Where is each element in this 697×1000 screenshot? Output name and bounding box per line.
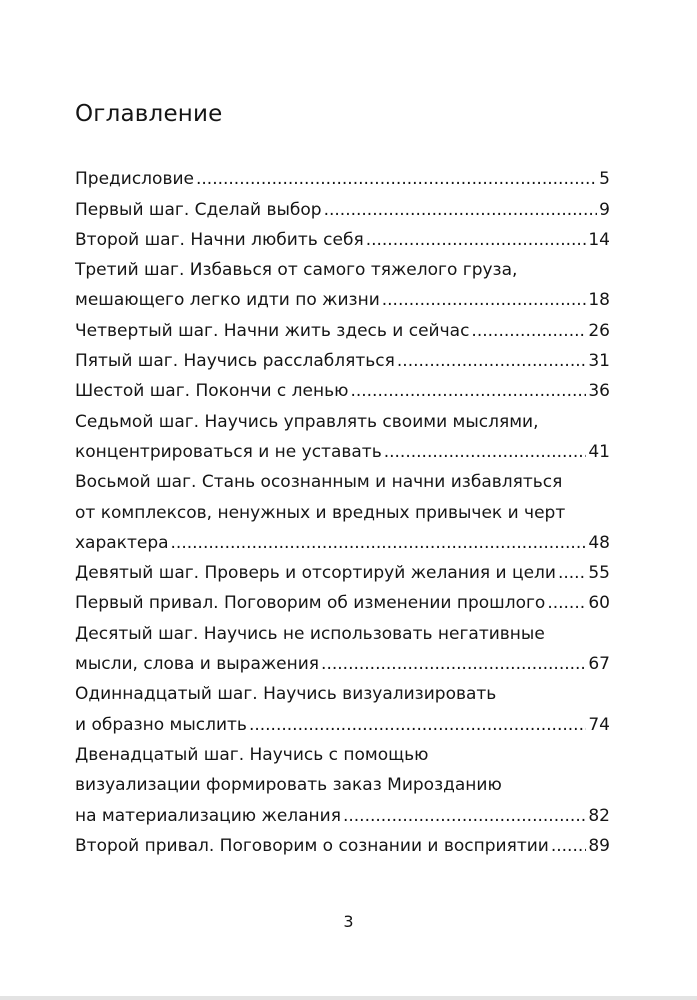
toc-entry[interactable] <box>75 251 610 312</box>
toc-entry-line <box>75 736 610 766</box>
dot-leader <box>382 289 587 311</box>
toc-entry-last-line <box>75 645 610 675</box>
toc-entry-title: Первый привал. Поговорим об изменении прошлого <box>75 593 546 614</box>
toc-entry-title: Первый шаг. Сделай выбор <box>75 199 322 220</box>
toc-entry-last-line <box>75 705 610 735</box>
toc-entry-line <box>75 402 610 432</box>
toc-entry-page: 5 <box>599 169 610 190</box>
toc-entry-page: 67 <box>588 654 610 675</box>
toc-entry-last-line <box>75 584 610 614</box>
page-number: 3 <box>343 912 354 931</box>
toc-entry-last-line <box>75 311 610 341</box>
dot-leader <box>171 532 587 554</box>
toc-entry-title: концентрироваться и не уставать <box>75 441 382 462</box>
toc-entry-page: 89 <box>588 835 610 856</box>
toc-entry-last-line <box>75 433 610 463</box>
toc-entry[interactable] <box>75 402 610 463</box>
toc-entry-line <box>75 493 610 523</box>
toc-entry-title: визуализации формировать заказ Мирозданию <box>75 775 502 796</box>
toc-entry-page: 9 <box>599 199 610 220</box>
toc-entry-title: мешающего легко идти по жизни <box>75 290 380 311</box>
toc-entry-page: 74 <box>588 714 610 735</box>
dot-leader <box>384 441 587 463</box>
toc-entry-last-line <box>75 342 610 372</box>
toc-entry-line <box>75 614 610 644</box>
toc-entry[interactable] <box>75 554 610 584</box>
dot-leader <box>551 835 587 857</box>
toc-entry-page: 36 <box>588 381 610 402</box>
toc-entry[interactable] <box>75 675 610 736</box>
toc-entry-title: мысли, слова и выражения <box>75 654 320 675</box>
dot-leader <box>343 805 586 827</box>
toc-entry-last-line <box>75 160 610 190</box>
toc-entry-page: 31 <box>588 351 610 372</box>
dot-leader <box>324 199 598 221</box>
toc-entry-title: характера <box>75 532 169 553</box>
toc-entry-line <box>75 251 610 281</box>
toc-entry-last-line <box>75 554 610 584</box>
toc-entry-page: 26 <box>588 320 610 341</box>
dot-leader <box>249 714 586 736</box>
toc-entry[interactable] <box>75 463 610 554</box>
dot-leader <box>397 350 586 372</box>
toc-entry-page: 41 <box>588 441 610 462</box>
toc-entry-last-line <box>75 372 610 402</box>
toc-entry[interactable] <box>75 827 610 857</box>
toc-entry-page: 48 <box>588 532 610 553</box>
toc-entry-page: 60 <box>588 593 610 614</box>
table-of-contents <box>75 160 610 857</box>
toc-entry-title: Восьмой шаг. Стань осознанным и начни избавляться <box>75 472 563 493</box>
toc-entry-title: Пятый шаг. Научись расслабляться <box>75 351 395 372</box>
toc-entry-title: Третий шаг. Избавься от самого тяжелого груза, <box>75 260 518 281</box>
toc-heading: Оглавление <box>75 101 223 127</box>
toc-entry[interactable] <box>75 160 610 190</box>
toc-entry-title: Четвертый шаг. Начни жить здесь и сейчас <box>75 320 470 341</box>
toc-entry[interactable] <box>75 221 610 251</box>
toc-entry-page: 82 <box>588 805 610 826</box>
toc-entry-title: Второй шаг. Начни любить себя <box>75 229 364 250</box>
toc-entry-title: Десятый шаг. Научись не использовать негативные <box>75 623 545 644</box>
toc-entry-last-line <box>75 190 610 220</box>
toc-entry-title: Второй привал. Поговорим о сознании и восприятии <box>75 835 549 856</box>
toc-entry[interactable] <box>75 736 610 827</box>
toc-entry-title: и образно мыслить <box>75 714 247 735</box>
toc-entry-last-line <box>75 796 610 826</box>
toc-entry[interactable] <box>75 190 610 220</box>
toc-entry-page: 18 <box>588 290 610 311</box>
toc-entry-title: Седьмой шаг. Научись управлять своими мыслями, <box>75 411 539 432</box>
toc-entry-page: 14 <box>588 229 610 250</box>
toc-entry-title: Одиннадцатый шаг. Научись визуализировать <box>75 684 497 705</box>
toc-entry-title: на материализацию желания <box>75 805 341 826</box>
toc-entry[interactable] <box>75 584 610 614</box>
dot-leader <box>321 653 586 675</box>
toc-entry-page: 55 <box>588 563 610 584</box>
toc-entry-line <box>75 463 610 493</box>
dot-leader <box>350 380 586 402</box>
dot-leader <box>547 592 586 614</box>
toc-entry-last-line <box>75 281 610 311</box>
toc-entry-line <box>75 766 610 796</box>
dot-leader <box>196 168 597 190</box>
toc-entry-title: Двенадцатый шаг. Научись с помощью <box>75 744 429 765</box>
toc-entry-title: Шестой шаг. Покончи с ленью <box>75 381 349 402</box>
viewer-bottom-edge <box>0 996 697 1000</box>
toc-entry[interactable] <box>75 311 610 341</box>
toc-entry-last-line <box>75 221 610 251</box>
toc-entry-title: Предисловие <box>75 169 194 190</box>
toc-entry-title: Девятый шаг. Проверь и отсортируй желания и цели <box>75 563 556 584</box>
dot-leader <box>471 320 586 342</box>
toc-entry-last-line <box>75 827 610 857</box>
toc-entry-line <box>75 675 610 705</box>
toc-entry-last-line <box>75 524 610 554</box>
toc-entry[interactable] <box>75 372 610 402</box>
toc-entry-title: от комплексов, ненужных и вредных привычек и черт <box>75 502 566 523</box>
toc-entry[interactable] <box>75 342 610 372</box>
toc-entry[interactable] <box>75 614 610 675</box>
dot-leader <box>558 562 586 584</box>
dot-leader <box>366 229 587 251</box>
